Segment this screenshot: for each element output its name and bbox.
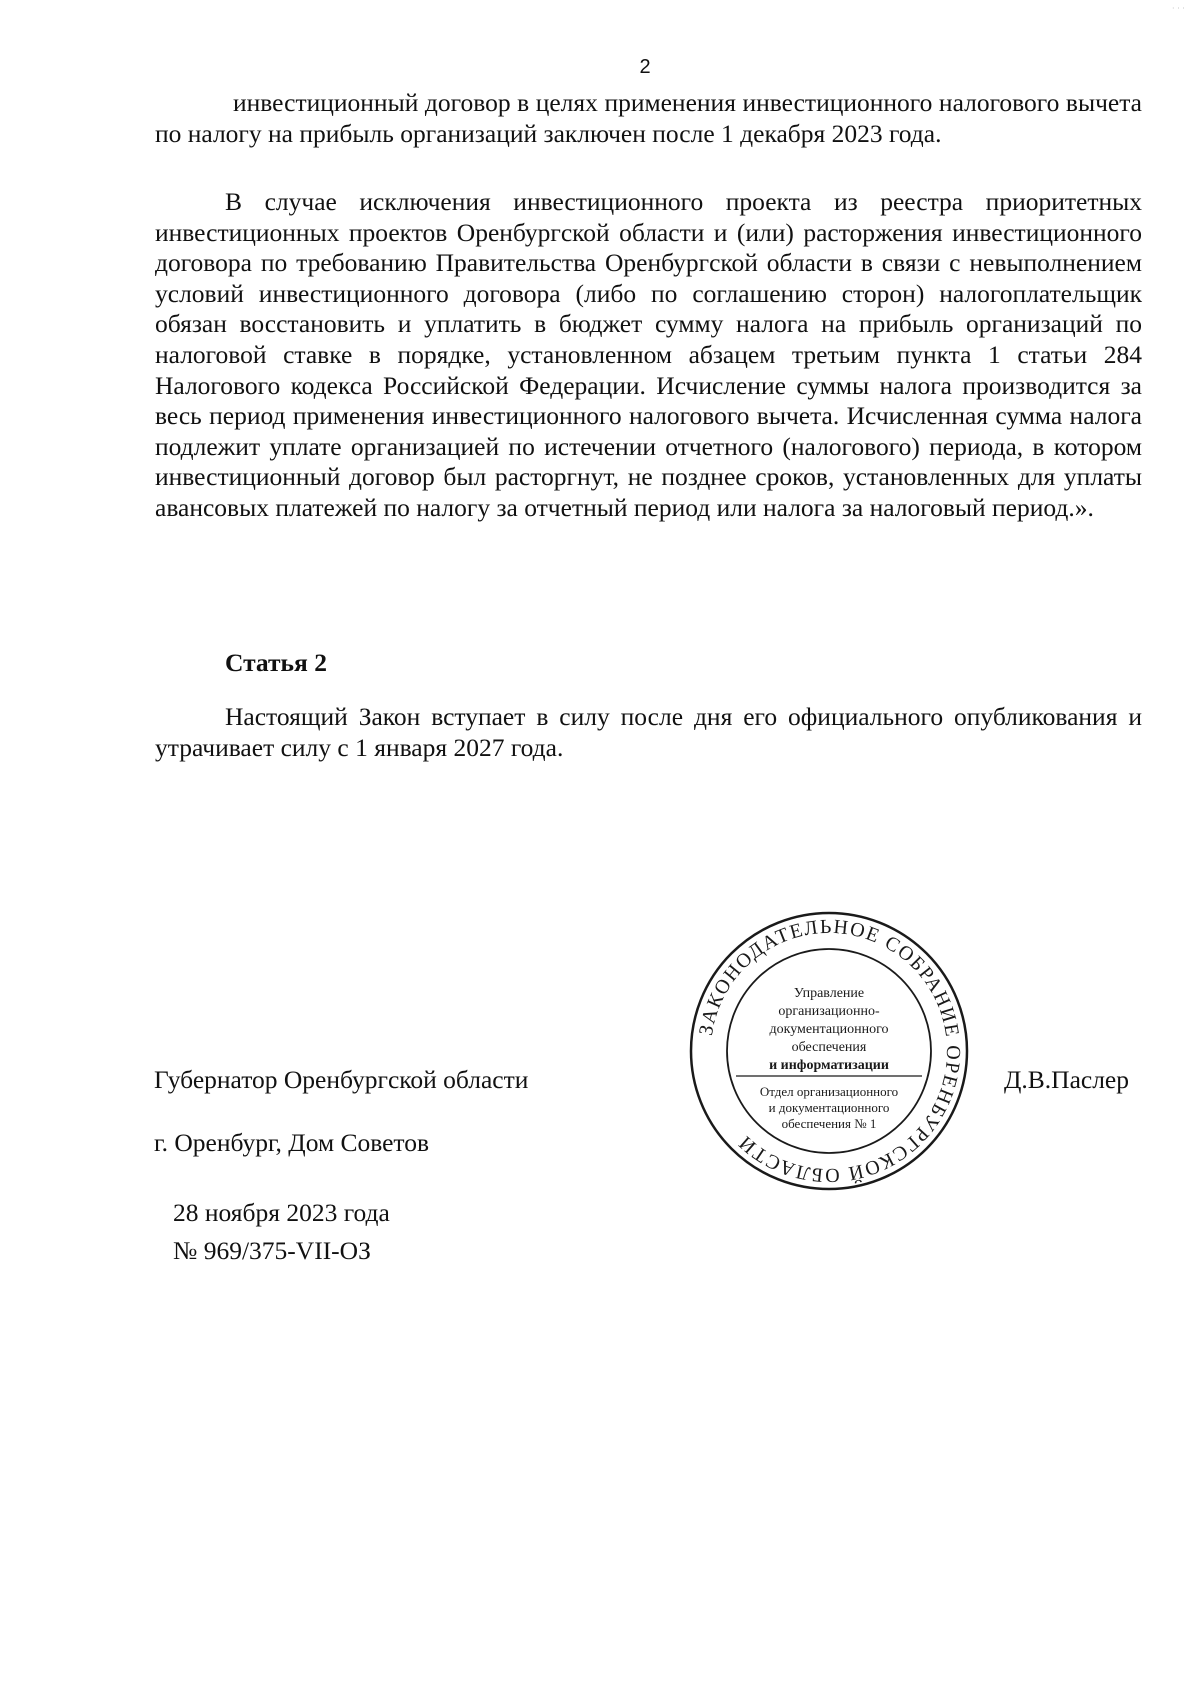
seal-inner-line: Управление — [793, 986, 865, 1001]
seal-inner-line: организационно- — [778, 1004, 880, 1019]
seal-lower-line: и документационного — [768, 1100, 890, 1115]
page-number: 2 — [639, 56, 651, 78]
article-heading: Статья 2 — [225, 648, 327, 677]
paragraph-continuation: инвестиционный договор в целях применения инвестиционного налогового вычета по налогу на прибыль организаций заключен после 1 декабря 2023 года. — [155, 88, 1142, 148]
signing-place: г. Оренбург, Дом Советов — [154, 1128, 430, 1157]
scan-artifact: · · · — [1172, 4, 1185, 13]
article-text: Настоящий Закон вступает в силу после дня его официального опубликования и утрачивает силу с 1 января 2027 года. — [155, 702, 1142, 762]
paragraph-exclusion-case: В случае исключения инвестиционного проекта из реестра приоритетных инвестиционных проектов Оренбургской области и (или) расторжения инвестиционного договора по требованию Правительства Оренбургской области в связи с невыполнением условий инвестиционного договора (либо по соглашению сторон) налогоплательщик обязан восстановить и уплатить в бюджет сумму налога на прибыль организаций по налоговой ставке в порядке, установленном абзацем третьим пункта 1 статьи 284 Налогового кодекса Российской Федерации. Исчисление суммы налога производится за весь период применения инвестиционного налогового вычета. Исчисленная сумма налога подлежит уплате организацией по истечении отчетного (налогового) периода, в котором инвестиционный договор был расторгнут, не позднее сроков, установленных для уплаты авансовых платежей по налогу за отчетный период или налога за налоговый период.». — [155, 187, 1142, 522]
law-number: № 969/375-VII-ОЗ — [173, 1236, 371, 1265]
seal-ring-text: ЗАКОНОДАТЕЛЬНОЕ СОБРАНИЕ ОРЕНБУРГСКОЙ ОБЛАСТИ — [695, 915, 965, 1187]
official-seal — [688, 910, 970, 1192]
signatory-name: Д.В.Паслер — [1004, 1065, 1129, 1094]
seal-lower-line: обеспечения № 1 — [781, 1116, 877, 1131]
signatory-title: Губернатор Оренбургской области — [154, 1065, 529, 1094]
law-date: 28 ноября 2023 года — [173, 1198, 390, 1227]
seal-inner-line: обеспечения — [791, 1040, 867, 1055]
seal-inner-line: и информатизации — [769, 1058, 889, 1073]
seal-inner-line: документационного — [769, 1022, 889, 1037]
seal-lower-line: Отдел организационного — [759, 1084, 899, 1099]
